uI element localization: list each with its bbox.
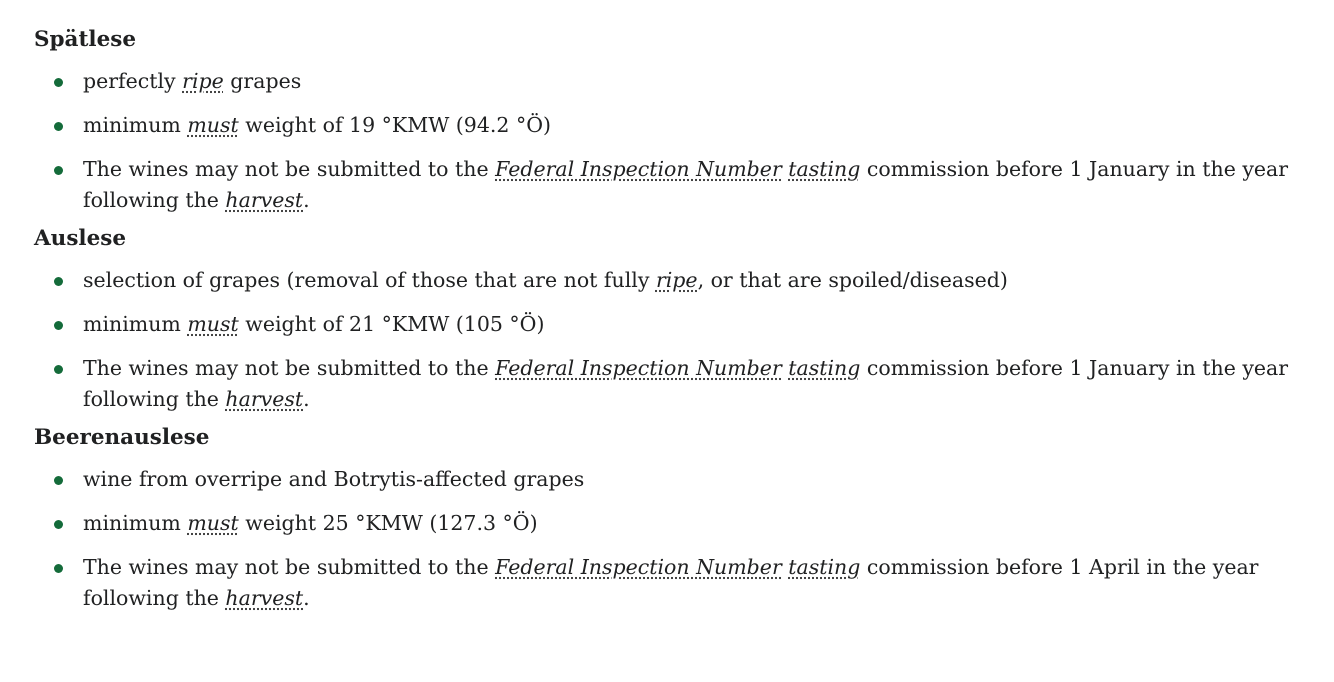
item-text: The wines may not be submitted to the [83,356,496,380]
item-text: selection of grapes (removal of those that are not fully [83,268,656,292]
section-auslese [34,223,1304,415]
bullet-list [34,464,1304,614]
term-link-harvest[interactable]: harvest [225,586,304,610]
bullet-list [34,265,1304,415]
item-text: minimum [83,312,188,336]
section-spatlese [34,24,1304,216]
term-link-must[interactable]: must [187,312,239,336]
item-text: weight of 21 °KMW (105 °Ö) [238,312,545,336]
item-text: commission before 1 April in the year following the [83,555,1259,610]
term-link-federal-inspection-number[interactable]: Federal Inspection Number [495,555,782,579]
item-text: . [303,387,310,411]
term-link-must[interactable]: must [187,113,239,137]
item-text: . [303,188,310,212]
item-text: The wines may not be submitted to the [83,157,496,181]
term-link-tasting[interactable]: tasting [788,555,861,579]
item-text: The wines may not be submitted to the [83,555,496,579]
term-link-federal-inspection-number[interactable]: Federal Inspection Number [495,157,782,181]
term-link-tasting[interactable]: tasting [788,356,861,380]
item-text: grapes [223,69,302,93]
list-item [83,464,1304,495]
item-text: , or that are spoiled/diseased) [697,268,1008,292]
section-heading: Beerenauslese [34,425,210,450]
term-link-harvest[interactable]: harvest [225,188,304,212]
item-text: perfectly [83,69,183,93]
item-text: weight 25 °KMW (127.3 °Ö) [238,511,538,535]
term-link-must[interactable]: must [187,511,239,535]
term-link-harvest[interactable]: harvest [225,387,304,411]
article-content [34,24,1304,614]
term-link-ripe[interactable]: ripe [655,268,698,292]
list-item [83,508,1304,539]
term-link-federal-inspection-number[interactable]: Federal Inspection Number [495,356,782,380]
item-text: minimum [83,113,188,137]
list-item [83,66,1304,97]
list-item [83,353,1304,415]
list-item [83,154,1304,216]
item-text: wine from overripe and Botrytis-affected grapes [83,467,585,491]
item-text: minimum [83,511,188,535]
section-beerenauslese [34,422,1304,614]
section-heading: Auslese [34,226,127,251]
item-text: . [303,586,310,610]
item-text: commission before 1 January in the year following the [83,157,1289,212]
bullet-list [34,66,1304,216]
item-text: commission before 1 January in the year following the [83,356,1289,411]
item-text: weight of 19 °KMW (94.2 °Ö) [238,113,552,137]
term-link-ripe[interactable]: ripe [182,69,224,93]
term-link-tasting[interactable]: tasting [788,157,861,181]
list-item [83,265,1304,296]
list-item [83,309,1304,340]
list-item [83,552,1304,614]
list-item [83,110,1304,141]
section-heading: Spätlese [34,27,137,52]
